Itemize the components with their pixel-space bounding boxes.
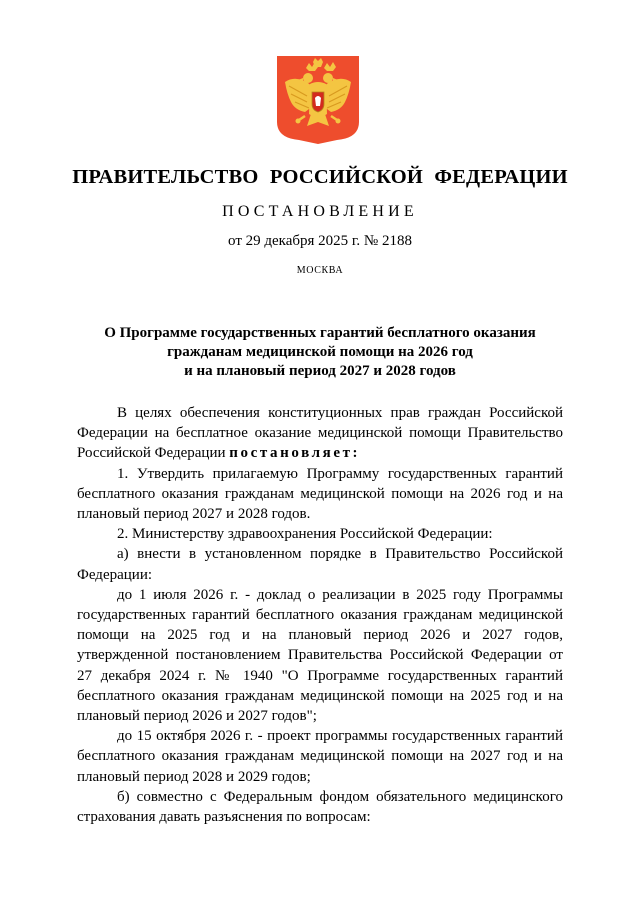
subject-line: гражданам медицинской помощи на 2026 год xyxy=(167,344,473,360)
document-type: ПОСТАНОВЛЕНИЕ xyxy=(222,203,418,220)
russian-coat-of-arms-icon xyxy=(277,56,359,144)
government-title: ПРАВИТЕЛЬСТВО РОССИЙСКОЙ ФЕДЕРАЦИИ xyxy=(72,166,568,188)
item-paragraph: 2. Министерству здравоохранения Российской Федерации: xyxy=(117,526,493,543)
document-body xyxy=(77,403,563,827)
document-subject xyxy=(60,324,580,381)
item-paragraph: 1. Утвердить прилагаемую Программу государственных гарантий бесплатного оказания гражданам медицинской помощи на 2026 год и на плановый период 2027 и 2028 годов. xyxy=(77,465,563,523)
subject-line: О Программе государственных гарантий бесплатного оказания xyxy=(104,325,536,341)
preamble-paragraph xyxy=(77,403,563,464)
preamble-text: В целях обеспечения конституционных прав граждан Российской Федерации на бесплатное оказание медицинской помощи Правительство Российской Федерации xyxy=(77,405,563,462)
item-paragraph: б) совместно с Федеральным фондом обязательного медицинского страхования давать разъяснения по вопросам: xyxy=(77,788,563,826)
subject-line: и на плановый период 2027 и 2028 годов xyxy=(184,363,456,379)
document-date-number: от 29 декабря 2025 г. № 2188 xyxy=(228,233,412,249)
item-paragraph: до 15 октября 2026 г. - проект программы государственных гарантий бесплатного оказания гражданам медицинской помощи на 2027 год и на плановый период 2028 и 2029 годов; xyxy=(77,728,563,785)
decree-word: постановляет: xyxy=(229,445,361,462)
document-city: МОСКВА xyxy=(296,265,344,276)
item-paragraph: а) внести в установленном порядке в Правительство Российской Федерации: xyxy=(77,546,563,583)
item-paragraph: до 1 июля 2026 г. - доклад о реализации в 2025 году Программы государственных гарантий бесплатного оказания гражданам медицинской помощи на 2025 год и на плановый период 2026 и 2027 годов, утвержденной постановлением Правительства Российской Федерации от 27 декабря 2024 г. № 1940 "О Программе государственных гарантий бесплатного оказания гражданам медицинской помощи на 2025 год и на плановый период 2026 и 2027 годов"; xyxy=(77,586,563,725)
